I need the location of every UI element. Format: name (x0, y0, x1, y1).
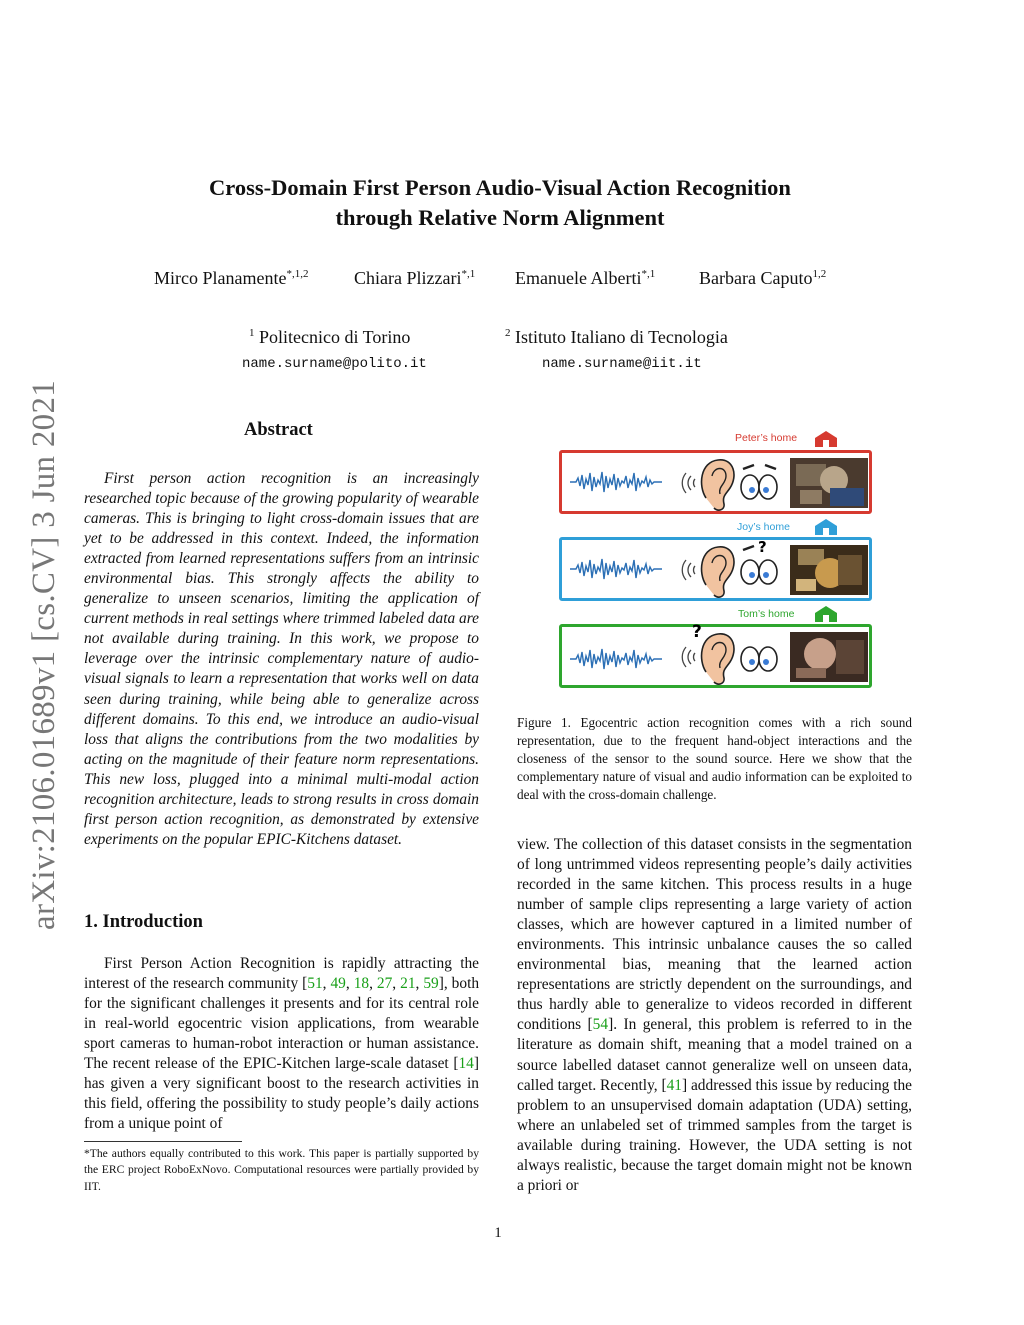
citation[interactable]: 41 (666, 1076, 682, 1094)
affiliation: $^1$ Politecnico di Torino (249, 327, 411, 347)
domain-panel-peter (559, 450, 872, 514)
question-mark: ? (692, 622, 702, 641)
affiliation-email: name.surname@iit.it (542, 356, 702, 372)
section-heading-introduction: 1. Introduction (84, 912, 203, 932)
citation[interactable]: 51 (307, 975, 323, 993)
citation[interactable]: 27 (376, 975, 393, 993)
confused-eyes-icon (740, 536, 780, 592)
domain-panel-joy (559, 537, 872, 601)
egocentric-video-thumbnail (790, 545, 868, 595)
citation[interactable]: 54 (592, 1016, 609, 1034)
citation[interactable]: 49 (330, 975, 346, 993)
citation[interactable]: 59 (423, 975, 439, 993)
paper-title-line-1: Cross-Domain First Person Audio-Visual Action Recognition (209, 175, 791, 200)
author: Mirco Planamente$^{*,1,2}$ (154, 268, 309, 288)
intro-paragraph: First Person Action Recognition is rapidly attracting the interest of the research community [51, 49, 18, 27, 21, 59], both for the significant challenges it presents and for its central role in real-world egocentric vision applications, from wearable sport cameras to human-robot interaction or human assistance. The recent release of the EPIC-Kitchen large-scale dataset [14] has given a very significant boost to the research activities in this field, offering the possibility to study people’s daily actions from a unique point of (84, 955, 480, 1133)
blue-house-icon (813, 518, 839, 536)
affiliation-email: name.surname@polito.it (242, 356, 427, 372)
affiliation: $^2$ Istituto Italiano di Tecnologia (505, 327, 728, 347)
eyes-icon (740, 637, 780, 683)
ear-icon (698, 456, 740, 512)
abstract-heading: Abstract (244, 420, 313, 440)
domain-panel-tom (559, 624, 872, 688)
author: Barbara Caputo$^{1,2}$ (699, 268, 827, 288)
right-column-paragraph: view. The collection of this dataset consists in the segmentation of long untrimmed videos representing people’s daily activities recorded in the same kitchen. This process results in a huge number of sample clips representing a large variety of action classes, which are however captured in a limited number of environments. This intrinsic unbalance causes the so called environmental bias, meaning that the learned action representations are strictly dependent on the surroundings, and thus hardly able to generalize to videos recorded in different conditions [54]. In general, this problem is referred to in the literature as domain shift, meaning that a model trained on a source labelled dataset cannot generalize well on unseen data, called target. Recently, [41] addressed this issue by reducing the problem to an unsupervised domain adaptation (UDA) setting, where an unlabeled set of trimmed samples from the target is available during training. However, the UDA setting is not always realistic, because the target domain might not be known a priori or (517, 836, 912, 1194)
ear-icon (698, 630, 740, 686)
home-label-joy: Joy’s home (737, 521, 790, 533)
egocentric-video-thumbnail (790, 632, 868, 682)
citation[interactable]: 14 (458, 1055, 474, 1073)
citation[interactable]: 21 (400, 975, 416, 993)
home-label-tom: Tom’s home (738, 608, 795, 620)
figure-1 (555, 430, 875, 692)
sound-waves-icon (680, 471, 698, 495)
footnote-rule (84, 1141, 242, 1142)
arxiv-identifier: arXiv:2106.01689v1 [cs.CV] 3 Jun 2021 (26, 379, 62, 930)
author: Emanuele Alberti$^{*,1}$ (515, 268, 656, 288)
citation[interactable]: 18 (353, 975, 370, 993)
page-number: 1 (494, 1225, 502, 1241)
paper-title-line-2: through Relative Norm Alignment (335, 205, 665, 230)
audio-waveform-icon (570, 647, 662, 671)
egocentric-video-thumbnail (790, 458, 868, 508)
eyes-icon (740, 459, 780, 505)
author: Chiara Plizzari$^{*,1}$ (354, 268, 476, 288)
abstract-text: First person action recognition is an increasingly researched topic because of the growing popularity of wearable cameras. This is bringing to light cross-domain issues that are yet to be addressed in this context. Indeed, the information extracted from learned representations suffers from an intrinsic environmental bias. This strongly affects the ability to generalize to unseen scenarios, limiting the application of current methods in real settings where trimmed labeled data are not available during training. In this work, we propose to leverage over the intrinsic complementary nature of audio-visual signals to learn a representation that works well on data seen during training, while being able to generalize across different domains. To this end, we introduce an audio-visual loss that aligns the contributions from the two modalities by acting on the magnitude of their feature norm representations. This new loss, plugged into a minimal multi-modal action recognition architecture, leads to strong results in cross domain first person action recognition, as demonstrated by extensive experiments on the popular EPIC-Kitchens dataset. (84, 470, 479, 848)
home-label-peter: Peter’s home (735, 432, 798, 444)
ear-icon (698, 543, 740, 599)
green-house-icon (813, 605, 839, 623)
figure-caption: Figure 1. Egocentric action recognition comes with a rich sound representation, due to the frequent hand-object interactions and the closeness of the sensor to the sound source. Here we show that the complementary nature of visual and audio information can be exploited to deal with the cross-domain challenge. (517, 715, 912, 803)
sound-waves-icon (680, 645, 698, 669)
sound-waves-icon (680, 558, 698, 582)
red-house-icon (813, 430, 839, 448)
footnote: *The authors equally contributed to this work. This paper is partially supported by the ERC project RoboExNovo. Computational resources were partially provided by IIT. (84, 1147, 479, 1193)
audio-waveform-icon (570, 470, 662, 494)
question-mark: ? (758, 538, 767, 556)
audio-waveform-icon (570, 557, 662, 581)
